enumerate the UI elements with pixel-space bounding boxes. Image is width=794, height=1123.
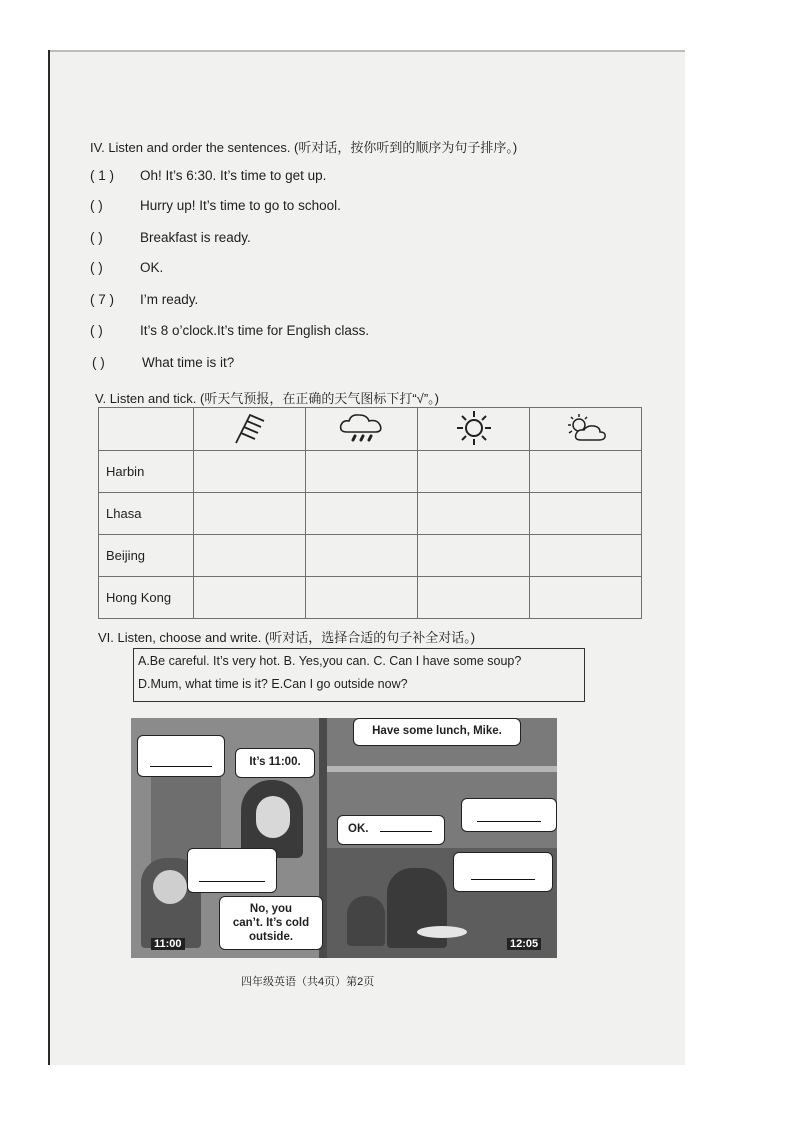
speech-bubble: It’s 11:00.	[235, 748, 315, 778]
options-line-1: A.Be careful. It’s very hot. B. Yes,you can. C. Can I have some soup?	[138, 654, 522, 668]
speech-bubble-blank	[453, 852, 553, 892]
city-label: Beijing	[99, 535, 194, 577]
sentence-text: Hurry up! It’s time to go to school.	[140, 198, 341, 213]
tick-cell[interactable]	[306, 577, 418, 619]
weather-table	[98, 407, 642, 619]
order-item	[92, 355, 234, 370]
tick-cell[interactable]	[306, 451, 418, 493]
tick-cell[interactable]	[418, 451, 530, 493]
corner-cell	[99, 408, 194, 451]
city-label: Hong Kong	[99, 577, 194, 619]
page-footer: 四年级英语（共4页）第2页	[241, 976, 375, 988]
sentence-text: OK.	[140, 260, 164, 275]
tick-cell[interactable]	[530, 577, 642, 619]
tick-cell[interactable]	[418, 535, 530, 577]
sentence-text: I’m ready.	[140, 292, 199, 307]
windy-icon	[194, 408, 306, 451]
clock-label: 12:05	[507, 938, 541, 950]
child-illustration	[347, 896, 385, 946]
tick-cell[interactable]	[194, 577, 306, 619]
bubble-line: No, you	[249, 903, 293, 915]
sentence-text: What time is it?	[142, 355, 235, 370]
table-row	[99, 451, 642, 493]
answer-line[interactable]	[199, 881, 265, 882]
options-box	[133, 648, 585, 702]
answer-line[interactable]	[380, 831, 432, 832]
comic-strip	[131, 718, 557, 958]
tick-cell[interactable]	[306, 535, 418, 577]
city-label: Lhasa	[99, 493, 194, 535]
answer-blank[interactable]: ( )	[90, 260, 103, 275]
sentence-text: Breakfast is ready.	[140, 230, 251, 245]
answer-line[interactable]	[477, 821, 541, 822]
tick-cell[interactable]	[194, 451, 306, 493]
options-line-2: D.Mum, what time is it? E.Can I go outside now?	[138, 677, 408, 691]
answer-blank[interactable]: ( 7 )	[90, 292, 115, 307]
speech-bubble-blank	[137, 735, 225, 777]
city-label: Harbin	[99, 451, 194, 493]
order-item	[90, 168, 326, 183]
sunny-icon	[418, 408, 530, 451]
mother-face-illustration	[256, 796, 290, 838]
answer-blank[interactable]: ( )	[92, 355, 105, 370]
answer-blank[interactable]: ( )	[90, 198, 103, 213]
order-item	[90, 260, 163, 275]
tick-cell[interactable]	[306, 493, 418, 535]
speech-bubble-blank	[187, 848, 277, 893]
tick-cell[interactable]	[530, 451, 642, 493]
table-row	[99, 535, 642, 577]
plate-illustration	[417, 926, 467, 938]
shelf-illustration	[327, 766, 557, 772]
exam-sheet	[48, 50, 685, 1065]
sentence-text: It’s 8 o’clock.It’s time for English class.	[140, 323, 370, 338]
tick-cell[interactable]	[418, 493, 530, 535]
tick-cell[interactable]	[194, 493, 306, 535]
table-row	[99, 493, 642, 535]
tick-cell[interactable]	[530, 493, 642, 535]
tick-cell[interactable]	[418, 577, 530, 619]
table-row	[99, 577, 642, 619]
tick-cell[interactable]	[194, 535, 306, 577]
bubble-text: OK.	[348, 823, 369, 835]
sentence-text: Oh! It’s 6:30. It’s time to get up.	[140, 168, 327, 183]
bubble-line: can’t. It’s cold	[232, 917, 310, 929]
answer-line[interactable]	[471, 879, 535, 880]
answer-blank[interactable]: ( 1 )	[90, 168, 115, 183]
answer-blank[interactable]: ( )	[90, 230, 103, 245]
section-5-heading: V. Listen and tick. (听天气预报，在正确的天气图标下打“√”。)	[95, 391, 439, 406]
section-6-heading: VI. Listen, choose and write. (听对话，选择合适的句子补全对话。)	[98, 630, 476, 645]
rainy-icon	[306, 408, 418, 451]
answer-blank[interactable]: ( )	[90, 323, 103, 338]
partly-cloudy-icon	[530, 408, 642, 451]
speech-bubble-blank	[337, 815, 445, 845]
speech-bubble	[219, 896, 323, 950]
speech-bubble: Have some lunch, Mike.	[353, 718, 521, 746]
speech-bubble-blank	[461, 798, 557, 832]
order-item	[90, 292, 198, 307]
answer-line[interactable]	[150, 766, 212, 767]
tick-cell[interactable]	[530, 535, 642, 577]
order-item	[90, 230, 251, 245]
order-item	[90, 323, 369, 338]
boy-face-illustration	[153, 870, 187, 904]
clock-label: 11:00	[151, 938, 185, 950]
order-item	[90, 198, 341, 213]
section-4-heading: IV. Listen and order the sentences. (听对话，按你听到的顺序为句子排序。)	[90, 140, 518, 155]
bubble-line: outside.	[248, 931, 294, 943]
